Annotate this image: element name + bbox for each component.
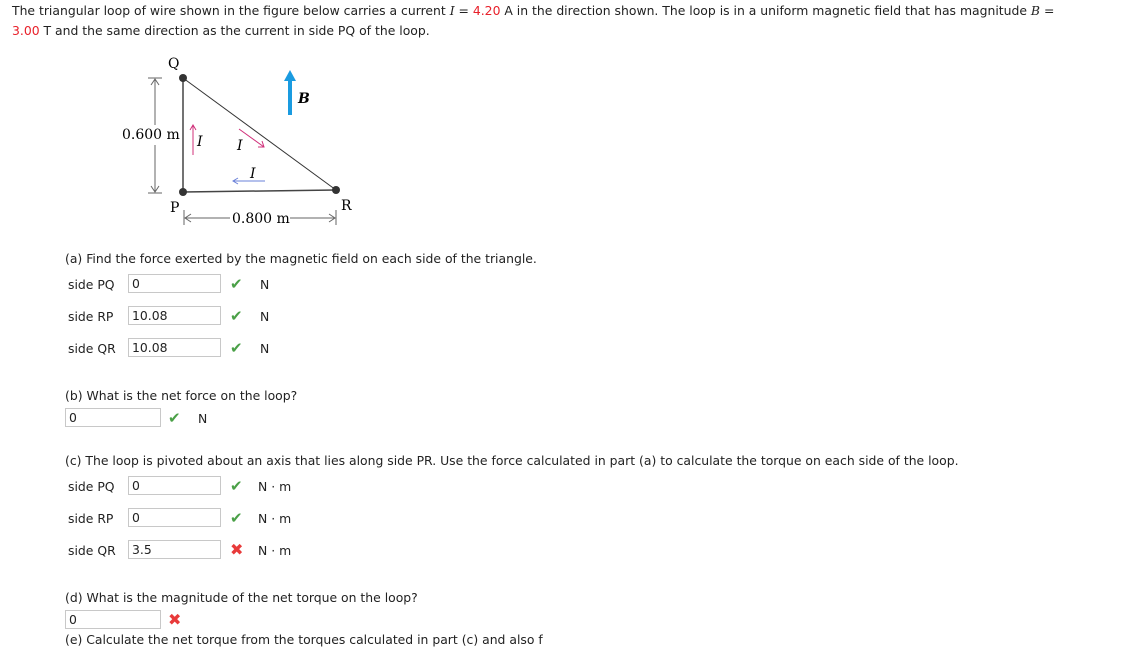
label-R: R [341,198,352,214]
current-label-pq: I [197,134,203,150]
question-b: (b) What is the net force on the loop? [65,388,298,403]
x-icon: ✖ [230,540,244,559]
field-arrow [284,70,296,115]
check-icon: ✔ [230,275,243,293]
check-icon: ✔ [230,477,243,495]
force-rp-input[interactable] [128,306,221,325]
intro-text: The triangular loop of wire shown in the figure below carries a current [12,3,450,18]
torque-rp-input[interactable] [128,508,221,527]
check-icon: ✔ [230,307,243,325]
check-icon: ✔ [230,339,243,357]
check-icon: ✔ [230,509,243,527]
check-icon: ✔ [168,409,181,427]
label-Q: Q [168,56,180,72]
x-icon: ✖ [168,610,182,629]
label: side RP [68,309,114,324]
question-c: (c) The loop is pivoted about an axis that lies along side PR. Use the force calculated in part (a) to calculate the torque on each side of the loop. [65,453,959,468]
height-dimension: 0.600 m [122,127,180,143]
eq: = [454,3,473,18]
unit: N [260,341,270,356]
label: side QR [68,543,116,558]
current-label-qr: I [237,138,243,154]
current-symbol: I [449,3,455,18]
field-value: 3.00 [12,22,40,38]
question-d: (d) What is the magnitude of the net torque on the loop? [65,590,418,605]
torque-qr-input[interactable] [128,540,221,559]
unit: N · m [258,511,292,526]
force-pq-input[interactable] [128,274,221,293]
question-a: (a) Find the force exerted by the magnetic field on each side of the triangle. [65,251,537,266]
current-value: 4.20 [472,3,501,18]
unit: N [198,411,208,426]
label: side QR [68,341,116,356]
label-P: P [170,200,180,216]
torque-pq-input[interactable] [128,476,221,495]
eq: = [1040,3,1055,18]
label: side RP [68,511,114,526]
unit: N · m [258,543,292,558]
net-torque-input[interactable] [65,610,161,629]
field-symbol: B [1030,3,1041,18]
unit: N [260,277,270,292]
intro-text: T and the same direction as the current in side PQ of the loop. [39,22,430,38]
width-dimension: 0.800 m [232,211,290,227]
intro-text: A in the direction shown. The loop is in a uniform magnetic field that has magnitude [500,3,1031,18]
field-label: B [298,91,310,107]
net-force-input[interactable] [65,408,161,427]
triangle-loop-figure [100,50,360,230]
question-e: (e) Calculate the net torque from the torques calculated in part (c) and also f [65,632,543,647]
label: side PQ [68,479,115,494]
problem-intro [12,1,1054,40]
force-qr-input[interactable] [128,338,221,357]
label: side PQ [68,277,115,292]
unit: N · m [258,479,292,494]
unit: N [260,309,270,324]
current-label-rp: I [250,166,256,182]
